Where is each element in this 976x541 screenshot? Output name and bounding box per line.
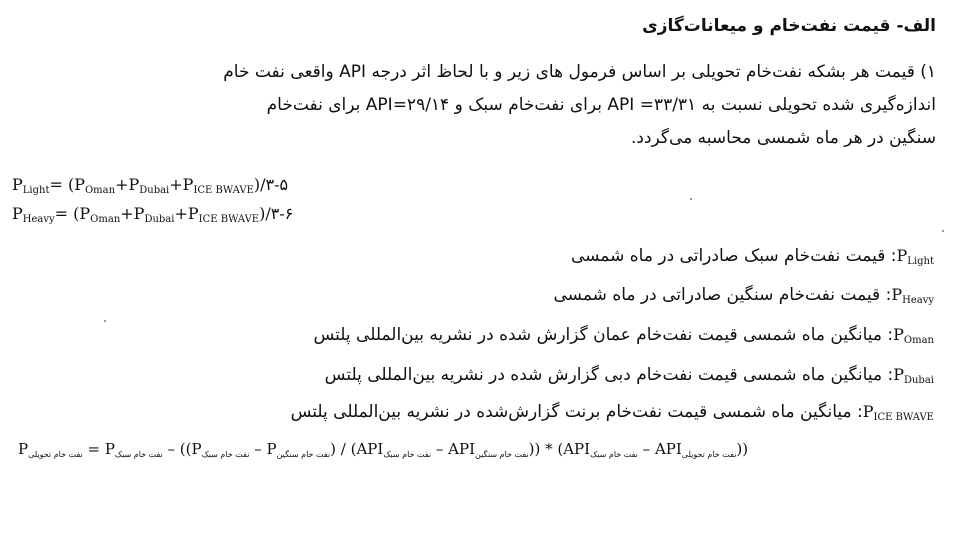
heavy-price-formula: $P_{Heavy}=$ $(P_{Oman}+P_{Dubai}+P_{ICE BWAVE})/۳-۶$: [12, 204, 294, 225]
scan-speck: [690, 198, 692, 200]
definition-oman: : میانگین ماه شمسی قیمت نفت‌خام عمان گزارش شده در نشریه بین‌المللی پلتسP$_{Oman}$: [313, 325, 934, 346]
definition-dubai: : میانگین ماه شمسی قیمت نفت‌خام دبی گزارش شده در نشریه بین‌المللی پلتسP$_{Dubai}$: [324, 365, 934, 386]
definition-light: : قیمت نفت‌خام سبک صادراتی در ماه شمسیP$_{Light}$: [570, 246, 934, 267]
paragraph-line: اندازه‌گیری شده تحویلی نسبت به API =۳۳/۳۱ برای نفت‌خام سبک و API=۲۹/۱۴ برای نفت‌خام: [266, 95, 936, 115]
paragraph-line: ۱) قیمت هر بشکه نفت‌خام تحویلی بر اساس فرمول های زیر و با لحاظ اثر درجه API واقعی نفت خام: [223, 62, 936, 82]
definition-heavy: : قیمت نفت‌خام سنگین صادراتی در ماه شمسیP$_{Heavy}$: [553, 285, 934, 306]
price-formulas: [12, 173, 293, 231]
delivered-price-formula: $P_{نفت خام تحویلی} = P_{نفت خام سبک} - ((P_{نفت خام سبک} - P_{نفت خام سنگین}) / (API_{نفت خام سبک} - API_{نفت خام سنگین})) * (API_{نفت خام سبک} - API_{نفت خام تحویلی})$): [18, 440, 749, 459]
intro-paragraph: [36, 56, 936, 155]
section-heading: الف- قیمت نفت‌خام و میعانات‌گازی: [642, 16, 936, 36]
light-price-formula: $P_{Light}=$ $(P_{Oman}+P_{Dubai}+P_{ICE BWAVE})/۳-۵$: [12, 175, 289, 196]
scan-speck: [104, 320, 106, 322]
paragraph-line: سنگین در هر ماه شمسی محاسبه می‌گردد.: [630, 128, 936, 148]
definition-ice-bwave: : میانگین ماه شمسی قیمت نفت‌خام برنت گزارش‌شده در نشریه بین‌المللی پلتسP$_{ICE BWAVE}$: [290, 402, 934, 423]
scan-speck: [942, 230, 944, 232]
